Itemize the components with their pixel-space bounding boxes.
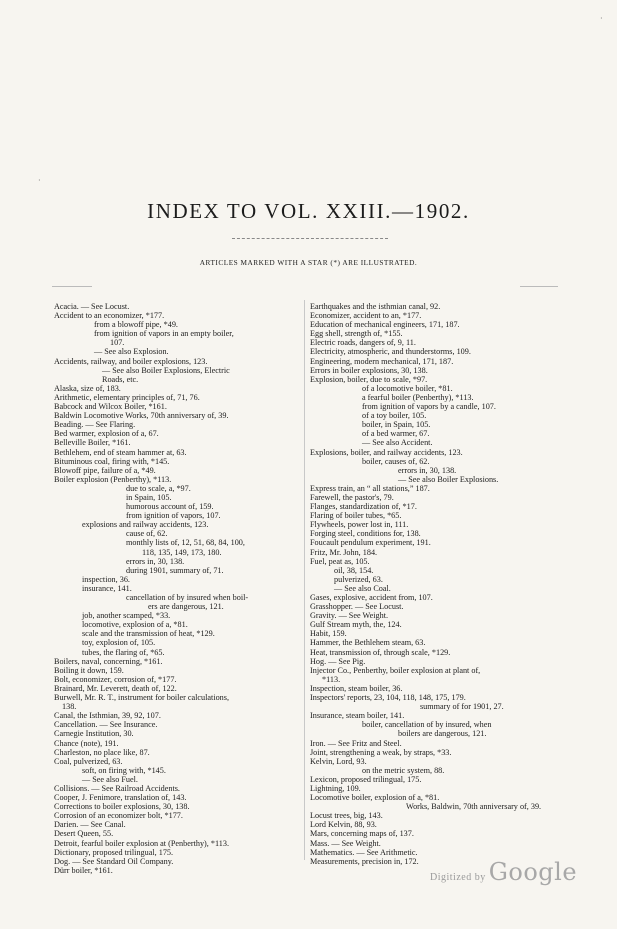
index-entry: of a toy boiler, 105. xyxy=(362,411,427,421)
index-entry: Habit, 159. xyxy=(310,629,347,639)
page-subtitle: ARTICLES MARKED WITH A STAR (*) ARE ILLUSTRATED. xyxy=(199,258,418,267)
index-entry: Iron. — See Fritz and Steel. xyxy=(310,738,402,748)
watermark-prefix: Digitized by xyxy=(430,872,486,883)
google-logo: Google xyxy=(488,858,578,886)
index-entry: Beading. — See Flaring. xyxy=(54,420,136,430)
index-entry: Belleville Boiler, *161. xyxy=(54,438,131,448)
index-entry: Dürr boiler, *161. xyxy=(54,865,113,875)
google-watermark xyxy=(430,858,577,886)
index-entry: Education of mechanical engineers, 171, 187. xyxy=(310,320,460,330)
index-column-right xyxy=(310,302,570,866)
index-entry: Fritz, Mr. John, 184. xyxy=(310,547,378,557)
index-entry: Hammer, the Bethlehem steam, 63. xyxy=(310,638,426,648)
index-entry: Canal, the Isthmian, 39, 92, 107. xyxy=(54,711,161,721)
index-entry: ers are dangerous, 121. xyxy=(148,602,224,612)
index-entry: Hog. — See Pig. xyxy=(310,656,366,666)
index-entry: from ignition of vapors in an empty boiler, xyxy=(94,329,234,339)
index-entry: Boiler explosion (Penberthy), *113. xyxy=(54,474,172,484)
index-entry: Works, Baldwin, 70th anniversary of, 39. xyxy=(406,802,542,812)
index-entry: Engineering, modern mechanical, 171, 187. xyxy=(310,356,454,366)
index-entry: Collisions. — See Railroad Accidents. xyxy=(54,783,180,793)
index-entry: — See also Coal. xyxy=(334,583,391,593)
index-entry: insurance, 141. xyxy=(82,583,132,593)
index-entry: locomotive, explosion of a, *81. xyxy=(82,620,188,630)
index-entry: Electricity, atmospheric, and thunderstorms, 109. xyxy=(310,347,471,357)
index-entry: Cancellation. — See Insurance. xyxy=(54,720,158,730)
index-entry: Foucault pendulum experiment, 191. xyxy=(310,538,431,548)
index-entry: boiler, in Spain, 105. xyxy=(362,420,431,430)
index-entry: Detroit, fearful boiler explosion at (Penberthy), *113. xyxy=(54,838,229,848)
index-entry: explosions and railway accidents, 123. xyxy=(82,520,209,530)
index-entry: Gulf Stream myth, the, 124. xyxy=(310,620,402,630)
index-entry: pulverized, 63. xyxy=(334,574,383,584)
index-entry: Inspectors' reports, 23, 104, 118, 148, 175, 179. xyxy=(310,693,466,703)
page-mark-top-right: · xyxy=(600,14,603,23)
index-entry: Accidents, railway, and boiler explosions, 123. xyxy=(54,356,208,366)
index-entry: Corrections to boiler explosions, 30, 138. xyxy=(54,802,190,812)
index-entry: Bethlehem, end of steam hammer at, 63. xyxy=(54,447,187,457)
index-entry: cancellation of by insured when boil- xyxy=(126,593,249,602)
index-entry: Carnegie Institution, 30. xyxy=(54,729,134,739)
index-entry: in Spain, 105. xyxy=(126,492,172,502)
index-entry: Roads, etc. xyxy=(102,374,139,384)
index-entry: Bituminous coal, firing with, *145. xyxy=(54,456,170,466)
index-entry: Heat, transmission of, through scale, *129. xyxy=(310,647,451,657)
index-entry: Bed warmer, explosion of a, 67. xyxy=(54,429,159,439)
index-entry: a fearful boiler (Penberthy), *113. xyxy=(362,392,474,402)
index-entry: Economizer, accident to an, *177. xyxy=(310,311,422,321)
index-entry: Locomotive boiler, explosion of a, *81. xyxy=(310,793,440,803)
index-entry: Gases, explosive, accident from, 107. xyxy=(310,593,433,602)
subtitle-divider-right xyxy=(520,286,558,287)
index-entry: Errors in boiler explosions, 30, 138. xyxy=(310,365,428,375)
page-title: INDEX TO VOL. XXIII.—1902. xyxy=(147,199,470,223)
index-entry: Cooper, J. Fenimore, translation of, 143. xyxy=(54,793,187,803)
index-entry: — See also Explosion. xyxy=(94,347,169,357)
index-entry: — See also Boiler Explosions, Electric xyxy=(102,365,230,375)
index-entry: humorous account of, 159. xyxy=(126,502,214,512)
index-entry: soft, on firing with, *145. xyxy=(82,765,166,775)
index-entry: Explosions, boiler, and railway accidents, 123. xyxy=(310,447,463,457)
page-mark-left: · xyxy=(38,176,41,185)
index-entry: Acacia. — See Locust. xyxy=(54,302,130,311)
subtitle-divider-left xyxy=(52,286,92,287)
index-entry: Dog. — See Standard Oil Company. xyxy=(54,856,174,866)
index-entry: Bolt, economizer, corrosion of, *177. xyxy=(54,674,177,684)
index-entry: during 1901, summary of, 71. xyxy=(126,565,224,575)
index-entry: job, another scamped, *33. xyxy=(82,611,171,621)
index-entry: 118, 135, 149, 173, 180. xyxy=(142,547,222,557)
index-entry: Forging steel, conditions for, 138. xyxy=(310,529,421,539)
index-entry: Arithmetic, elementary principles of, 71, 76. xyxy=(54,392,200,402)
index-entry: Express train, an “ all stations,” 187. xyxy=(310,483,430,493)
index-entry: Charleston, no place like, 87. xyxy=(54,747,150,757)
index-entry: Darien. — See Canal. xyxy=(54,820,126,830)
index-entry: of a locomotive boiler, *81. xyxy=(362,383,453,393)
index-entry: scale and the transmission of heat, *129. xyxy=(82,629,215,639)
index-entry: Flanges, standardization of, *17. xyxy=(310,502,417,512)
index-entry: Lord Kelvin, 88, 93. xyxy=(310,820,377,830)
index-entry: Accident to an economizer, *177. xyxy=(54,311,165,321)
index-entry: Flywheels, power lost in, 111. xyxy=(310,520,409,530)
index-entry: Burwell, Mr. R. T., instrument for boiler calculations, xyxy=(54,693,230,703)
index-entry: errors in, 30, 138. xyxy=(398,465,457,475)
index-column-left xyxy=(54,302,300,875)
index-entry: summary of for 1901, 27. xyxy=(420,702,504,712)
index-entry: — See also Fuel. xyxy=(82,774,138,784)
index-entry: Boilers, naval, concerning, *161. xyxy=(54,656,163,666)
index-entry: from ignition of vapors by a candle, 107. xyxy=(362,402,496,412)
index-entry: from a blowoff pipe, *49. xyxy=(94,320,178,330)
index-entry: inspection, 36. xyxy=(82,574,130,584)
index-entry: Measurements, precision in, 172. xyxy=(310,856,419,866)
index-entry: Gravity. — See Weight. xyxy=(310,611,389,621)
index-entry: Electric roads, dangers of, 9, 11. xyxy=(310,338,416,348)
index-entry: errors in, 30, 138. xyxy=(126,556,185,566)
index-entry: 138. xyxy=(62,702,77,712)
index-entry: — See also Accident. xyxy=(362,438,433,448)
index-entry: Farewell, the pastor's, 79. xyxy=(310,492,394,502)
index-entry: Explosion, boiler, due to scale, *97. xyxy=(310,374,428,384)
index-entry: Mars, concerning maps of, 137. xyxy=(310,829,414,839)
index-entry: Egg shell, strength of, *155. xyxy=(310,329,403,339)
index-entry: Insurance, steam boiler, 141. xyxy=(310,711,405,721)
index-entry: of a bed warmer, 67. xyxy=(362,429,430,439)
index-entry: *113. xyxy=(322,674,341,684)
index-entry: Coal, pulverized, 63. xyxy=(54,756,123,766)
index-entry: Kelvin, Lord, 93. xyxy=(310,756,367,766)
index-entry: boiler, cancellation of by insured, when xyxy=(362,720,492,730)
column-divider xyxy=(304,300,305,860)
index-entry: from ignition of vapors, 107. xyxy=(126,511,221,521)
index-entry: on the metric system, 88. xyxy=(362,765,445,775)
index-entry: Chance (note), 191. xyxy=(54,738,119,748)
index-entry: Lexicon, proposed trilingual, 175. xyxy=(310,774,422,784)
index-entry: Grasshopper. — See Locust. xyxy=(310,602,404,612)
index-entry: Joint, strengthening a weak, by straps, *33. xyxy=(310,747,452,757)
index-entry: Fuel, peat as, 105. xyxy=(310,556,370,566)
index-entry: oil, 38, 154. xyxy=(334,565,374,575)
index-entry: Dictionary, proposed trilingual, 175. xyxy=(54,847,174,857)
index-entry: Baldwin Locomotive Works, 70th anniversary of, 39. xyxy=(54,411,229,421)
index-entry: boiler, causes of, 62. xyxy=(362,456,430,466)
index-entry: monthly lists of, 12, 51, 68, 84, 100, xyxy=(126,538,245,548)
index-entry: Earthquakes and the isthmian canal, 92. xyxy=(310,302,441,311)
index-entry: — See also Boiler Explosions. xyxy=(398,474,499,484)
index-entry: Blowoff pipe, failure of a, *49. xyxy=(54,465,156,475)
index-entry: cause of, 62. xyxy=(126,529,168,539)
index-entry: Mathematics. — See Arithmetic. xyxy=(310,847,418,857)
index-entry: Desert Queen, 55. xyxy=(54,829,114,839)
index-entry: Inspection, steam boiler, 36. xyxy=(310,683,403,693)
index-entry: 107. xyxy=(110,338,125,348)
index-entry: Brainard, Mr. Leverett, death of, 122. xyxy=(54,683,177,693)
index-entry: Injector Co., Penberthy, boiler explosion at plant of, xyxy=(310,665,481,675)
index-entry: Alaska, size of, 183. xyxy=(54,383,121,393)
index-entry: tubes, the flaring of, *65. xyxy=(82,647,165,657)
index-entry: Boiling it down, 159. xyxy=(54,665,124,675)
index-entry: toy, explosion of, 105. xyxy=(82,638,156,648)
index-entry: due to scale, a, *97. xyxy=(126,483,191,493)
index-entry: Flaring of boiler tubes, *65. xyxy=(310,511,402,521)
index-entry: Corrosion of an economizer bolt, *177. xyxy=(54,811,183,821)
index-entry: Lightning, 109. xyxy=(310,783,361,793)
index-entry: boilers are dangerous, 121. xyxy=(398,729,487,739)
title-divider xyxy=(232,238,388,239)
index-entry: Locust trees, big, 143. xyxy=(310,811,383,821)
index-entry: Babcock and Wilcox Boiler, *161. xyxy=(54,402,167,412)
index-entry: Mass. — See Weight. xyxy=(310,838,381,848)
